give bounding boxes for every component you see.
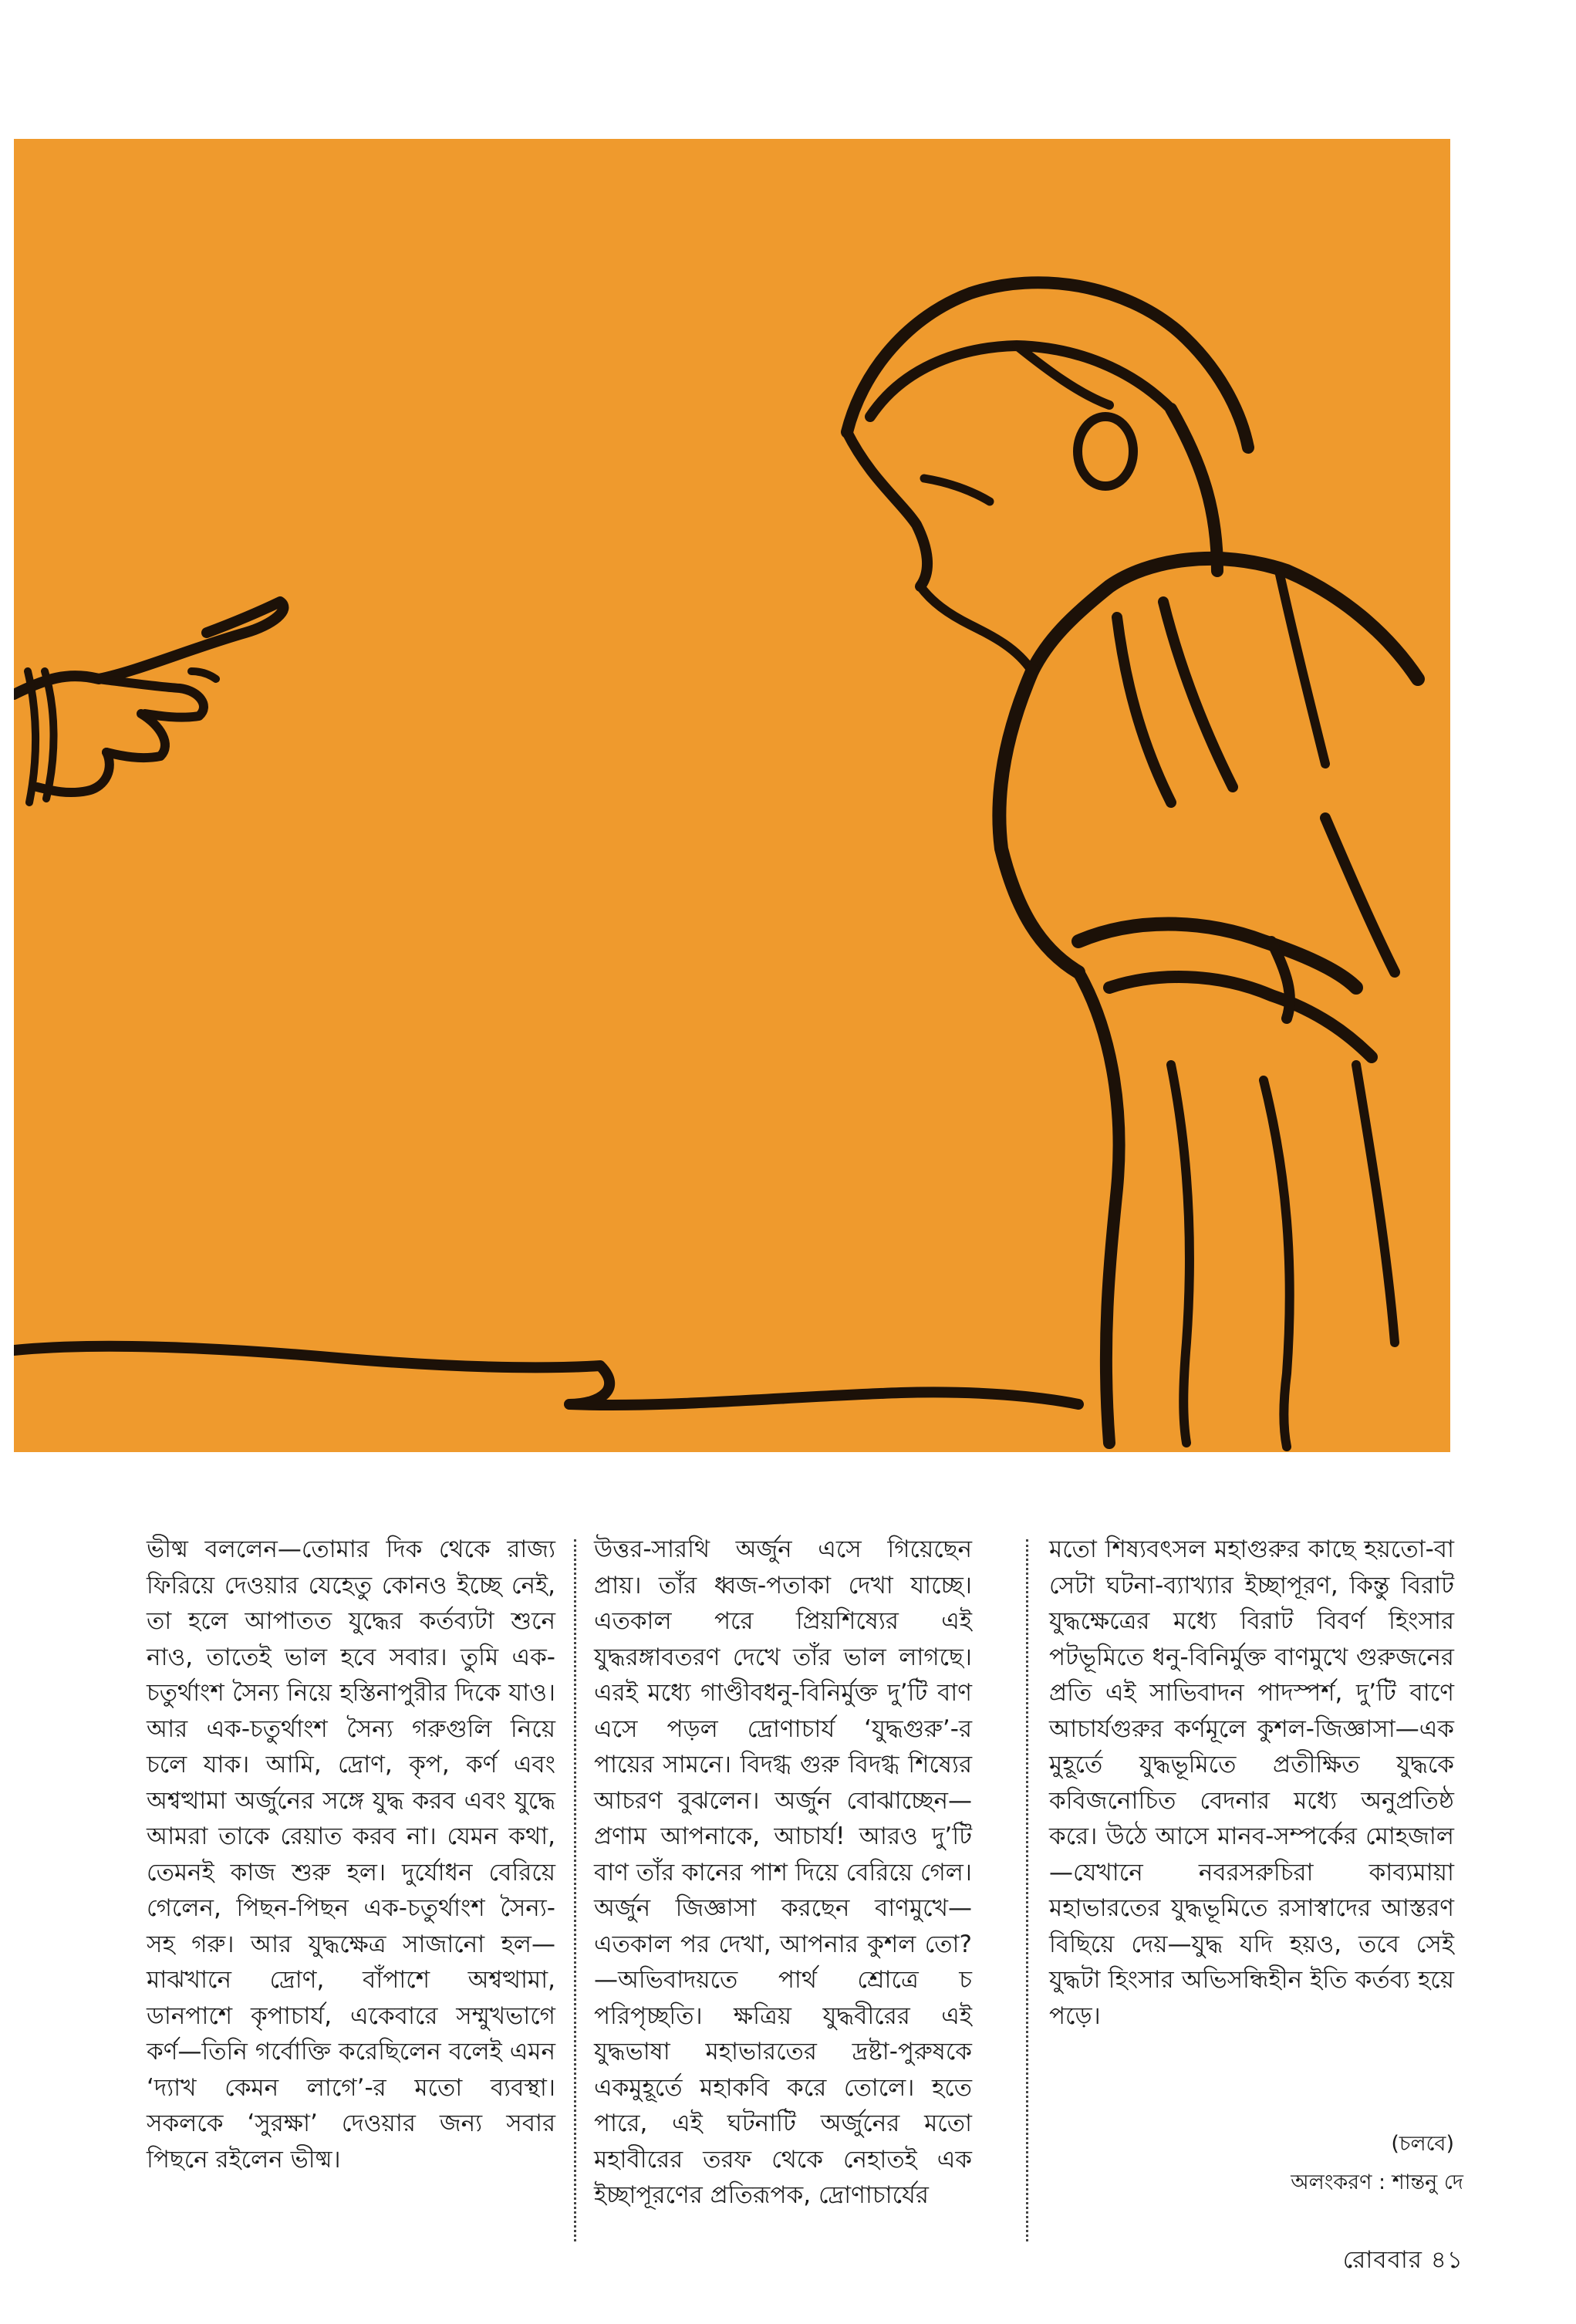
ground-line: [14, 1346, 1078, 1405]
column-divider: [574, 1539, 576, 2241]
ink-drawing: [14, 139, 1450, 1452]
illustration-panel: [14, 139, 1450, 1452]
bowing-figure: [847, 282, 1418, 1447]
article-column-3: মতো শিষ্যবৎসল মহাগুরুর কাছে হয়তো-বা সেটা ঘটনা-ব্যাখ্যার ইচ্ছাপূরণ, কিন্তু বিরাট যুদ্ধক্ষেত্রের মধ্যে বিরাট বিবর্ণ হিংসার পটভূমিতে ধনু-বিনির্মুক্ত বাণমুখে গুরুজনের প্রতি এই সাভিবাদন পাদস্পর্শ, দু’টি বাণে আচার্যগুরুর কর্ণমূলে কুশল-জিজ্ঞাসা—এক মুহূর্তে যুদ্ধভূমিতে প্রতীক্ষিত যুদ্ধকে কবিজনোচিত বেদনার মধ্যে অনুপ্রতিষ্ঠ করে। উঠে আসে মানব-সম্পর্কের মোহজাল—যেখানে নবরসরুচিরা কাব্যমায়া মহাভারতের যুদ্ধভূমিতে রসাস্বাদের আস্তরণ বিছিয়ে দেয়—যুদ্ধ যদি হয়ও, তবে সেই যুদ্ধটা হিংসার অভিসন্ধিহীন ইতি কর্তব্য হয়ে পড়ে।: [1049, 1535, 1454, 2030]
pointing-hand: [14, 602, 283, 802]
article-column-1: ভীষ্ম বললেন—তোমার দিক থেকে রাজ্য ফিরিয়ে দেওয়ার যেহেতু কোনও ইচ্ছে নেই, তা হলে আপাতত যুদ্ধের কর্তব্যটা শুনে নাও, তাতেই ভাল হবে সবার। তুমি এক-চতুর্থাংশ সৈন্য নিয়ে হস্তিনাপুরীর দিকে যাও। আর এক-চতুর্থাংশ সৈন্য গরুগুলি নিয়ে চলে যাক। আমি, দ্রোণ, কৃপ, কর্ণ এবং অশ্বত্থামা অর্জুনের সঙ্গে যুদ্ধ করব এবং যুদ্ধে আমরা তাকে রেয়াত করব না। যেমন কথা, তেমনই কাজ শুরু হল। দুর্যোধন বেরিয়ে গেলেন, পিছন-পিছন এক-চতুর্থাংশ সৈন্য-সহ গরু। আর যুদ্ধক্ষেত্র সাজানো হল—মাঝখানে দ্রোণ, বাঁপাশে অশ্বত্থামা, ডানপাশে কৃপাচার্য, একেবারে সম্মুখভাগে কর্ণ—তিনি গর্বোক্তি করেছিলেন বলেই এমন ‘দ্যাখ কেমন লাগে’-র মতো ব্যবস্থা। সকলকে ‘সুরক্ষা’ দেওয়ার জন্য সবার পিছনে রইলেন ভীষ্ম।: [147, 1535, 555, 2174]
page-folio: রোববার ৪১: [1342, 2246, 1463, 2274]
to-be-continued-note: (চলবে): [1391, 2132, 1454, 2156]
article-column-2: উত্তর-সারথি অর্জুন এসে গিয়েছেন প্রায়। তাঁর ধ্বজ-পতাকা দেখা যাচ্ছে। এতকাল পরে প্রিয়শিষ্যের এই যুদ্ধরঙ্গাবতরণ দেখে তাঁর ভাল লাগছে। এরই মধ্যে গাণ্ডীবধনু-বিনির্মুক্ত দু’টি বাণ এসে পড়ল দ্রোণাচার্য ‘যুদ্ধগুরু’-র পায়ের সামনে। বিদগ্ধ গুরু বিদগ্ধ শিষ্যের আচরণ বুঝলেন। অর্জুন বোঝাচ্ছেন—প্রণাম আপনাকে, আচার্য! আরও দু’টি বাণ তাঁর কানের পাশ দিয়ে বেরিয়ে গেল। অর্জুন জিজ্ঞাসা করছেন বাণমুখে—এতকাল পর দেখা, আপনার কুশল তো?—অভিবাদয়তে পার্থ শ্রোত্রে চ পরিপৃচ্ছতি। ক্ষত্রিয় যুদ্ধবীরের এই যুদ্ধভাষা মহাভারতের দ্রষ্টা-পুরুষকে একমুহূর্তে মহাকবি করে তোলে। হতে পারে, এই ঘটনাটি অর্জুনের মতো মহাবীরের তরফ থেকে নেহাতই এক ইচ্ছাপূরণের প্রতিরূপক, দ্রোণাচার্যের: [594, 1535, 972, 2209]
column-divider: [1026, 1539, 1028, 2241]
illustration-credit: অলংকরণ : শান্তনু দে: [1291, 2170, 1463, 2194]
